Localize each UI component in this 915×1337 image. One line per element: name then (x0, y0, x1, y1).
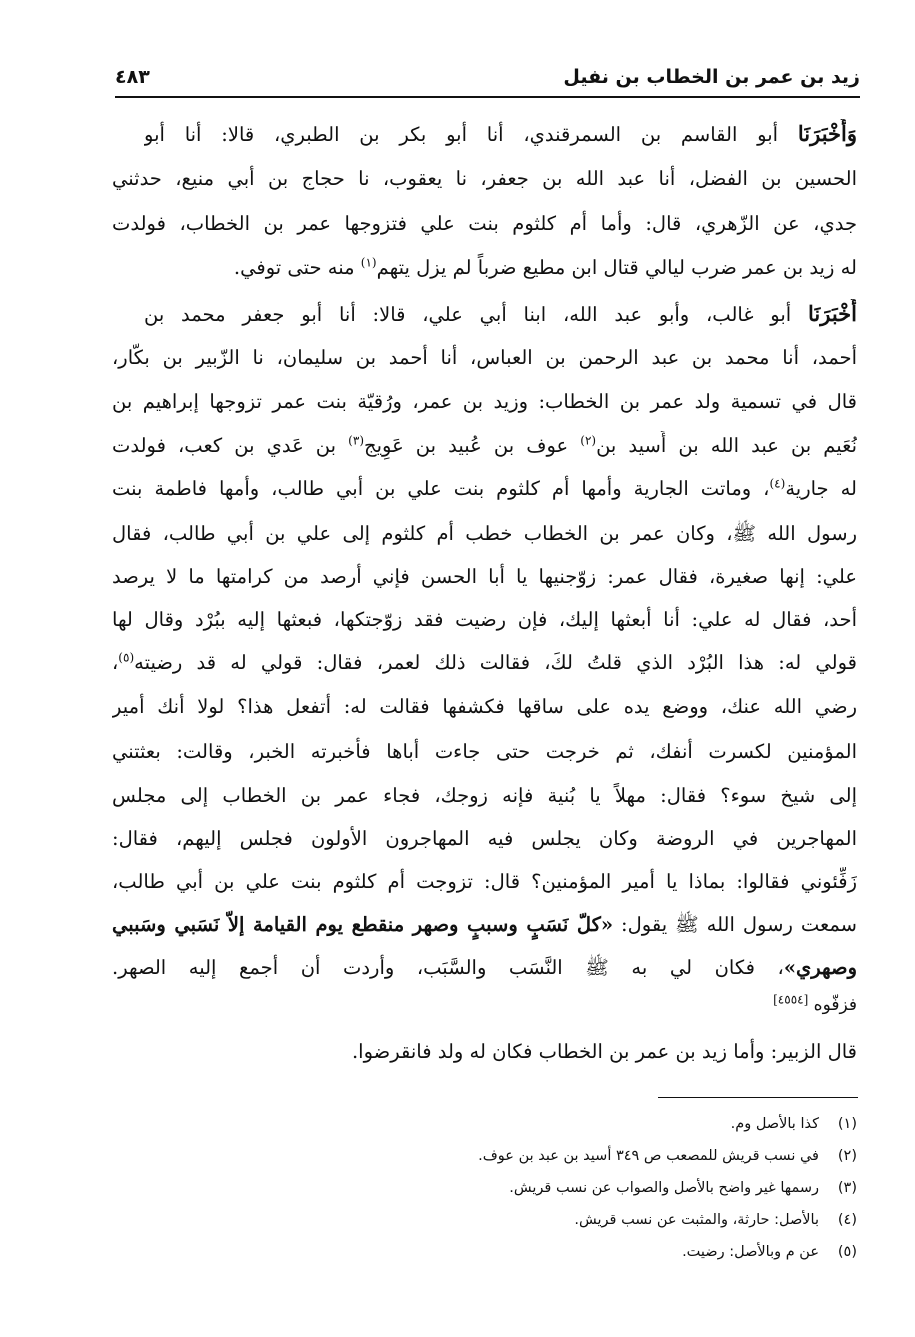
text-line: الحسين بن الفضل، أنا عبد الله بن جعفر، نا يعقوب، نا حجاج بن أبي منيع، حدثني (112, 167, 857, 190)
footnote-ref: (٢) (580, 433, 597, 448)
text-line: أحد، فقال له علي: أنا أبعثها إليك، فإن رضيت فقد زوّجتكها، فبعثها إليه ببُرْد وقال لها (112, 608, 857, 631)
text-line: رضي الله عنك، ووضع يده على ساقها فكشفها فقالت له: أتفعل هذا؟ لولا أنك أمير (112, 695, 857, 718)
text-line: قولي له: هذا البُرْد الذي قلتُ لكَ، فقالت ذلك لعمر، فقال: قولي له قد رضيته$^{(٥)}$، (112, 650, 857, 674)
footnote-number: (٣) (837, 1180, 857, 1196)
footnote-text: بالأصل: حارثة، والمثبت عن نسب قريش. (574, 1212, 819, 1228)
transmission-marker: أَخْبَرَنَا (808, 301, 857, 326)
text-line: المهاجرين في الروضة وكان يجلس فيه المهاجرون الأولون فجلس إليهم، فقال: (112, 827, 857, 850)
footnote-number: (٤) (837, 1212, 857, 1228)
footnote-ref: (٥) (118, 650, 135, 665)
footnote-separator (658, 1097, 858, 1098)
footnote (112, 1177, 857, 1201)
footnote (112, 1113, 857, 1137)
footnote-text: في نسب قريش للمصعب ص ٣٤٩ أسيد بن عبد بن عوف. (478, 1148, 819, 1164)
hadith-quote: «كلّ نَسَبٍ وسببٍ وصهر منقطع يوم القيامة إلاّ نَسَبي وسَببي (112, 913, 614, 936)
footnote-number: (٥) (837, 1244, 857, 1260)
running-header (115, 58, 860, 98)
transmission-marker: وَأَخْبَرَنَا (797, 121, 857, 146)
text-line: رسول الله ﷺ، وكان عمر بن الخطاب خطب أم كلثوم إلى علي بن أبي طالب، فقال (112, 522, 857, 545)
footnote-ref: (١) (360, 255, 377, 270)
hadith-quote: وصهري» (783, 956, 857, 979)
footnote (112, 1209, 857, 1233)
footnote-ref: (٣) (348, 433, 364, 448)
text-line: أَخْبَرَنَا أبو غالب، وأبو عبد الله، ابنا أبي علي، قالا: أنا أبو جعفر محمد بن (144, 301, 857, 326)
text-line: إلى شيخ سوء؟ فقال: مهلاً يا بُنية فإنه زوجك، فجاء عمر بن الخطاب إلى مجلس (112, 784, 857, 807)
text-line: جدي، عن الزّهري، قال: وأما أم كلثوم بنت علي فتزوجها عمر بن الخطاب، فولدت (112, 212, 857, 235)
text-line: سمعت رسول الله ﷺ يقول: «كلّ نَسَبٍ وسببٍ وصهر منقطع يوم القيامة إلاّ نَسَبي وسَببي (112, 913, 857, 936)
text-line: زَفِّئوني فقالوا: بماذا يا أمير المؤمنين؟ قال: تزوجت أم كلثوم بنت علي بن أبي طالب، (112, 870, 857, 893)
footnote-number: (١) (837, 1116, 857, 1132)
page-number: ٤٨٣ (115, 66, 150, 88)
footnote-number: (٢) (837, 1148, 857, 1164)
text-line: علي: إنها صغيرة، فقال عمر: زوّجنيها يا أبا الحسن فإني أرصد من كرامتها ما لا يرصد (112, 565, 857, 588)
footnote-text: كذا بالأصل وم. (730, 1116, 819, 1132)
footnote (112, 1145, 857, 1169)
header-title: زيد بن عمر بن الخطاب بن نفيل (563, 66, 860, 88)
text-line: له زيد بن عمر ضرب ليالي قتال ابن مطيع ضرباً لم يزل يتهم$^{(١)}$ منه حتى توفي. (233, 255, 857, 279)
text-line: له جارية$^{(٤)}$، وماتت الجارية وأمها أم كلثوم بنت علي بن أبي طالب، وأمها فاطمة بنت (112, 476, 857, 500)
text-line: المؤمنين لكسرت أنفك، ثم خرجت حتى جاءت أباها فأخبرته الخبر، وقالت: بعثتني (112, 740, 857, 763)
text-line: وصهري»، فكان لي به ﷺ النَّسَب والسَّبَب، وأردت أن أجمع إليه الصهر. (112, 956, 857, 979)
text-line: فزفّوه [٤٥٥٤] (773, 992, 857, 1015)
footnote-text: رسمها غير واضح بالأصل والصواب عن نسب قريش. (509, 1180, 819, 1196)
hadith-number: [٤٥٥٤] (773, 992, 809, 1007)
footnote (112, 1241, 857, 1265)
text-line: وَأَخْبَرَنَا أبو القاسم بن السمرقندي، أنا أبو بكر بن الطبري، قالا: أنا أبو (144, 121, 857, 146)
text-line: قال الزبير: وأما زيد بن عمر بن الخطاب فكان له ولد فانقرضوا. (351, 1040, 857, 1063)
text-line: أحمد، أنا محمد بن عبد الرحمن بن العباس، أنا أحمد بن سليمان، نا الزّبير بن بكّار، (112, 346, 857, 369)
text-line: نُعَيم بن عبد الله بن أَسيد بن$^{(٢)}$ عوف بن عُبيد بن عَوِيج$^{(٣)}$ بن عَدي بن كعب، فولدت (112, 433, 857, 457)
text-line: قال في تسمية ولد عمر بن الخطاب: وزيد بن عمر، ورُقيّة بنت عمر تزوجها إبراهيم بن (112, 390, 857, 413)
footnote-text: عن م وبالأصل: رضيت. (682, 1244, 819, 1260)
footnote-ref: (٤) (769, 476, 786, 491)
